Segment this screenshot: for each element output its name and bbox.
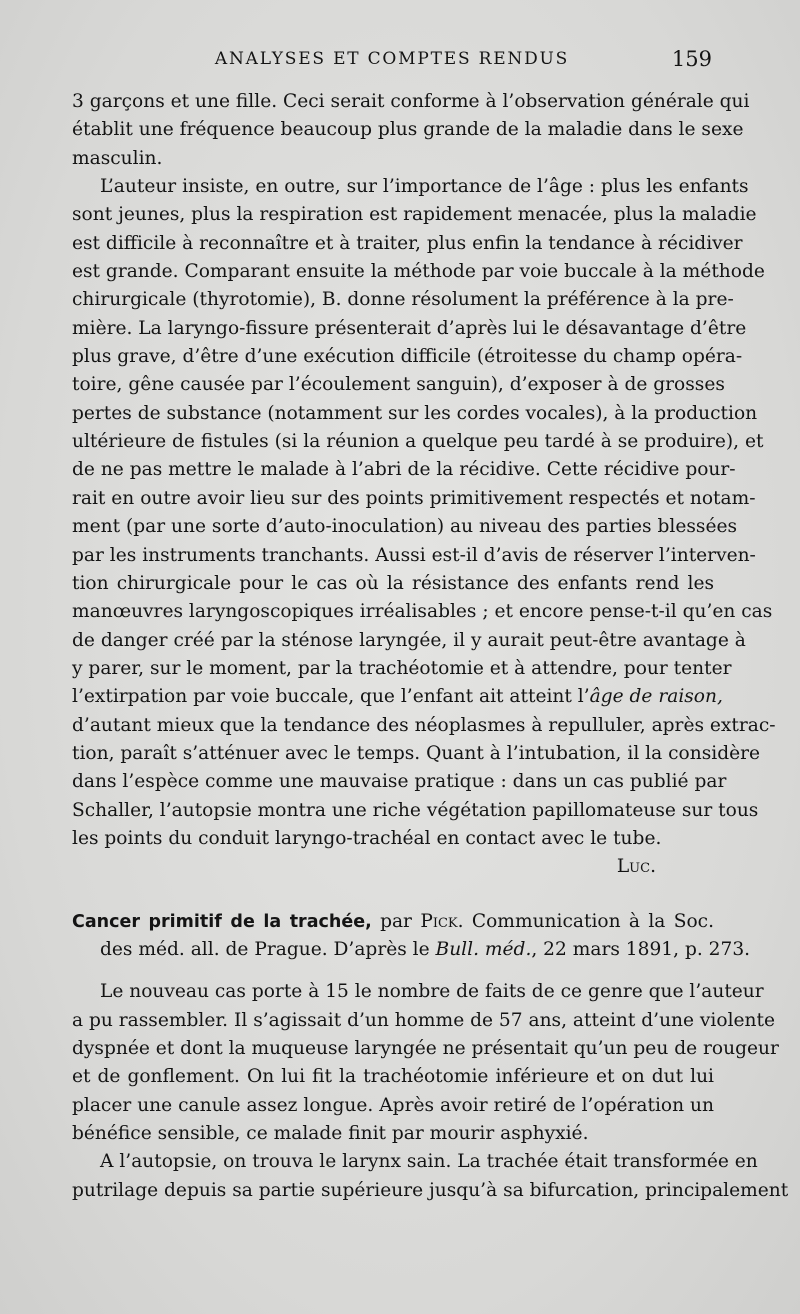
article-title: Cancer primitif de la trachée, [72, 911, 372, 932]
heading-source: des méd. all. de Prague. D’après le [100, 938, 436, 960]
text-line: tion, paraît s’atténuer avec le temps. Quant à l’intubation, il la considère [72, 742, 760, 764]
text-line: les points du conduit laryngo-trachéal en contact avec le tube. [72, 827, 662, 849]
text-line: pertes de substance (notamment sur les cordes vocales), à la production [72, 402, 758, 424]
text-line: ment (par une sorte d’auto-inoculation) au niveau des parties blessées [72, 516, 737, 538]
text-line: dans l’espèce comme une mauvaise pratique : dans un cas publié par [72, 771, 727, 793]
text-line: ultérieure de fistules (si la réunion a quelque peu tardé à se produire), et [72, 431, 764, 453]
text-line: mière. La laryngo-fissure présenterait d’après lui le désavantage d’être [72, 317, 747, 339]
text-line: L’auteur insiste, en outre, sur l’importance de l’âge : plus les enfants [100, 176, 749, 198]
text-line: masculin. [72, 147, 163, 169]
text-line: est difficile à reconnaître et à traiter, plus enfin la tendance à récidiver [72, 232, 743, 254]
text-line: est grande. Comparant ensuite la méthode par voie buccale à la méthode [72, 261, 765, 283]
heading-source: . Communication à la Soc. [457, 910, 714, 932]
text-line: et de gonflement. On lui fit la trachéotomie inférieure et on dut lui [72, 1066, 714, 1088]
article-heading-line2 [72, 936, 751, 964]
text-line: 3 garçons et une fille. Ceci serait conforme à l’observation générale qui [72, 91, 750, 112]
heading-source: , 22 mars 1891, p. 273. [531, 938, 751, 960]
text-line: d’autant mieux que la tendance des néoplasmes à repulluler, après extrac- [72, 714, 776, 736]
text-span: l’extirpation par voie buccale, que l’enfant ait atteint l’ [72, 686, 590, 708]
body-text [72, 88, 789, 1205]
text-line: de danger créé par la sténose laryngée, il y aurait peut-être avantage à [72, 629, 746, 651]
text-line: sont jeunes, plus la respiration est rapidement menacée, plus la maladie [72, 204, 757, 226]
text-line: putrilage depuis sa partie supérieure jusqu’à sa bifurcation, principalement [72, 1179, 789, 1201]
text-line: manœuvres laryngoscopiques irréalisables ; et encore pense-t-il qu’en cas [72, 601, 773, 623]
text-line: établit une fréquence beaucoup plus grande de la maladie dans le sexe [72, 119, 744, 141]
spacer [72, 964, 714, 978]
text-line: bénéfice sensible, ce malade finit par mourir asphyxié. [72, 1123, 589, 1145]
running-title: ANALYSES ET COMPTES RENDUS [214, 49, 570, 69]
text-line: a pu rassembler. Il s’agissait d’un homme de 57 ans, atteint d’une violente [72, 1009, 775, 1031]
italic-phrase: âge de raison, [589, 686, 723, 708]
text-line: de ne pas mettre le malade à l’abri de la récidive. Cette récidive pour- [72, 459, 736, 481]
text-line: placer une canule assez longue. Après avoir retiré de l’opération un [72, 1094, 714, 1116]
text-line: toire, gêne causée par l’écoulement sanguin), d’exposer à de grosses [72, 374, 725, 396]
text-line: Le nouveau cas porte à 15 le nombre de faits de ce genre que l’auteur [100, 981, 764, 1003]
text-line: y parer, sur le moment, par la trachéotomie et à attendre, pour tenter [72, 657, 732, 679]
text-line: chirurgicale (thyrotomie), B. donne résolument la préférence à la pre- [72, 289, 734, 311]
page-number: 159 [671, 47, 712, 71]
text-line: tion chirurgicale pour le cas où la résistance des enfants rend les [72, 572, 714, 594]
text-line [72, 683, 723, 711]
spacer [72, 882, 714, 908]
article-heading [72, 908, 714, 936]
signature: Luc. [616, 856, 656, 878]
text-line: A l’autopsie, on trouva le larynx sain. La trachée était transformée en [100, 1151, 758, 1173]
heading-par: par [371, 910, 421, 932]
text-line: Schaller, l’autopsie montra une riche végétation papillomateuse sur tous [72, 799, 759, 821]
text-line: rait en outre avoir lieu sur des points primitivement respectés et notam- [72, 487, 756, 509]
text-line: dyspnée et dont la muqueuse laryngée ne présentait qu’un peu de rougeur [72, 1038, 779, 1059]
text-line: plus grave, d’être d’une exécution difficile (étroitesse du champ opéra- [72, 346, 743, 368]
text-line: par les instruments tranchants. Aussi est-il d’avis de réserver l’interven- [72, 544, 756, 566]
article-author: Pick [420, 910, 458, 932]
running-head [72, 42, 712, 76]
journal-name: Bull. méd. [435, 938, 532, 960]
